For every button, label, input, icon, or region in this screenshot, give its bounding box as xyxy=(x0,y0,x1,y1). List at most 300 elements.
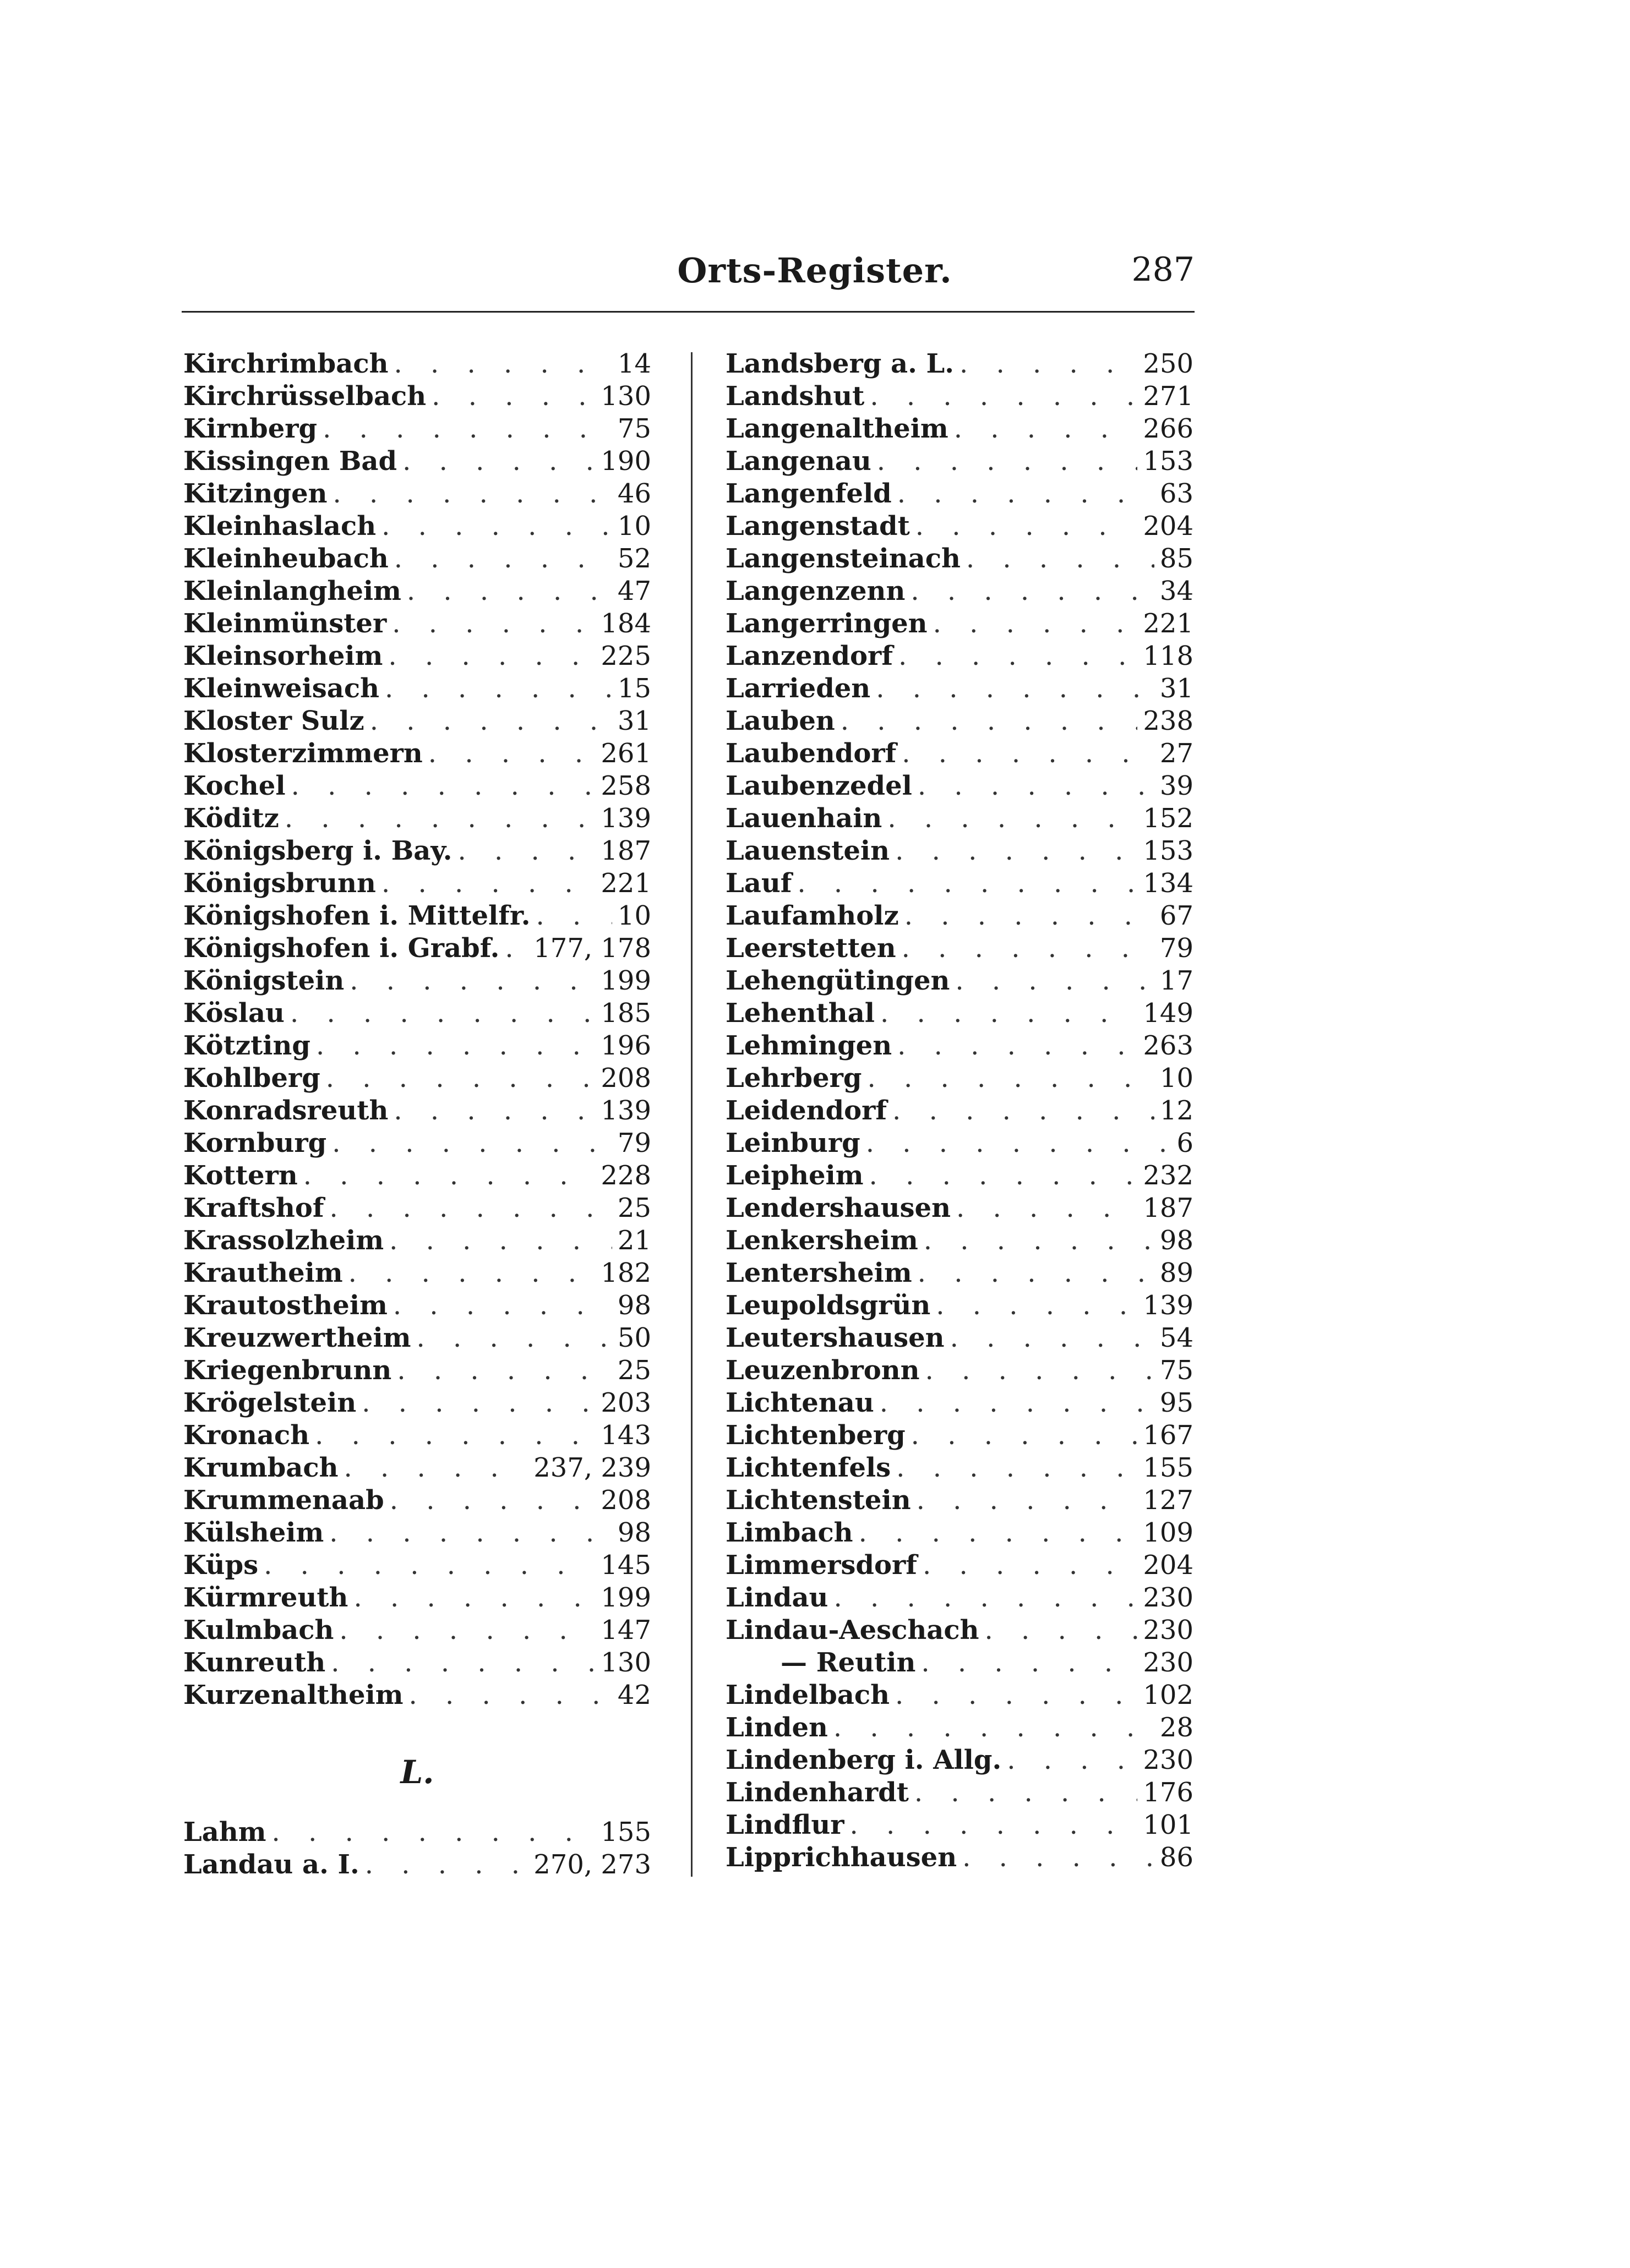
index-entry xyxy=(183,1679,651,1712)
dot-leader xyxy=(902,737,1154,770)
dot-leader xyxy=(797,867,1137,900)
dot-leader xyxy=(841,705,1138,737)
entry-place-name: Linden xyxy=(726,1712,828,1743)
index-entry xyxy=(726,997,1193,1030)
entry-page-reference: 98 xyxy=(1159,1225,1193,1256)
index-entry xyxy=(183,640,651,673)
index-entry xyxy=(183,770,651,802)
index-entry xyxy=(726,867,1193,900)
dot-leader xyxy=(902,932,1154,965)
entry-page-reference: 238 xyxy=(1143,706,1193,736)
entry-page-reference: 95 xyxy=(1159,1387,1193,1418)
entry-place-name: Kitzingen xyxy=(183,478,328,509)
entry-place-name: Lauf xyxy=(726,868,792,899)
index-entry xyxy=(726,1549,1193,1582)
entry-page-reference: 25 xyxy=(617,1355,651,1386)
entry-place-name: Kissingen Bad xyxy=(183,446,397,477)
entry-page-reference: 261 xyxy=(601,738,651,769)
dot-leader xyxy=(332,1127,612,1160)
entry-page-reference: 6 xyxy=(1176,1128,1193,1158)
dot-leader xyxy=(917,1484,1138,1517)
entry-page-reference: 204 xyxy=(1143,511,1193,542)
dot-leader xyxy=(409,1679,612,1712)
entry-place-name: Kottern xyxy=(183,1160,298,1191)
entry-place-name: Langenzenn xyxy=(726,576,906,606)
index-entry xyxy=(183,543,651,575)
index-entry xyxy=(183,1816,651,1849)
dot-leader xyxy=(950,1322,1154,1354)
dot-leader xyxy=(333,478,612,510)
entry-page-reference: 221 xyxy=(601,868,651,899)
index-entry xyxy=(726,1484,1193,1517)
index-entry xyxy=(183,348,651,380)
entry-place-name: Lindenhardt xyxy=(726,1777,909,1808)
dot-leader xyxy=(954,413,1138,445)
dot-leader xyxy=(315,1419,595,1452)
index-entry xyxy=(726,1614,1193,1647)
entry-place-name: Lichtenberg xyxy=(726,1420,906,1451)
dot-leader xyxy=(923,1549,1137,1582)
index-entry xyxy=(183,510,651,543)
dot-leader xyxy=(397,1354,612,1387)
section-heading-l: L. xyxy=(400,1753,434,1791)
dot-leader xyxy=(393,1289,612,1322)
entry-page-reference: 182 xyxy=(601,1258,651,1288)
index-entry xyxy=(726,835,1193,867)
entry-page-reference: 101 xyxy=(1143,1810,1193,1840)
entry-place-name: Kochel xyxy=(183,770,286,801)
index-entry xyxy=(726,1257,1193,1289)
entry-page-reference: 130 xyxy=(601,1647,651,1678)
entry-page-reference: 266 xyxy=(1143,413,1193,444)
dot-leader xyxy=(962,1841,1154,1874)
entry-page-reference: 98 xyxy=(617,1290,651,1321)
entry-place-name: Larrieden xyxy=(726,673,871,704)
index-entry xyxy=(726,510,1193,543)
entry-place-name: Leipheim xyxy=(726,1160,864,1191)
index-entry xyxy=(183,932,651,965)
entry-place-name: Leupoldsgrün xyxy=(726,1290,931,1321)
entry-place-name: Konradsreuth xyxy=(183,1095,389,1126)
dot-leader xyxy=(876,673,1154,705)
entry-place-name: Kurzenaltheim xyxy=(183,1680,404,1710)
index-entry xyxy=(183,1354,651,1387)
entry-page-reference: 139 xyxy=(601,1095,651,1126)
entry-page-reference: 10 xyxy=(1159,1063,1193,1094)
index-entry xyxy=(183,737,651,770)
entry-place-name: Kirchrüsselbach xyxy=(183,381,427,412)
entry-page-reference: 17 xyxy=(1159,965,1193,996)
index-entry xyxy=(726,1517,1193,1549)
entry-place-name: Lindelbach xyxy=(726,1680,890,1710)
entry-page-reference: 14 xyxy=(617,348,651,379)
index-entry xyxy=(183,1030,651,1062)
dot-leader xyxy=(344,1452,528,1484)
entry-place-name: Langenfeld xyxy=(726,478,892,509)
index-entry xyxy=(726,1777,1193,1809)
index-entry xyxy=(726,413,1193,445)
entry-page-reference: 39 xyxy=(1159,770,1193,801)
dot-leader xyxy=(933,608,1138,640)
index-entry xyxy=(726,1679,1193,1712)
index-entry xyxy=(726,1809,1193,1841)
dot-leader xyxy=(850,1809,1138,1841)
entry-place-name: Langensteinach xyxy=(726,543,961,574)
index-entry xyxy=(183,1582,651,1614)
entry-page-reference: 54 xyxy=(1159,1322,1193,1353)
entry-page-reference: 47 xyxy=(617,576,651,606)
entry-place-name: Lipprichhausen xyxy=(726,1842,957,1873)
index-entry xyxy=(726,478,1193,510)
entry-place-name: Kriegenbrunn xyxy=(183,1355,392,1386)
index-entry xyxy=(726,1095,1193,1127)
index-entry xyxy=(183,1225,651,1257)
entry-place-name: Kürmreuth xyxy=(183,1582,348,1613)
entry-place-name: Lehmingen xyxy=(726,1030,892,1061)
dot-leader xyxy=(877,445,1138,478)
index-entry xyxy=(726,1354,1193,1387)
dot-leader xyxy=(887,802,1137,835)
index-entry xyxy=(726,770,1193,802)
entry-place-name: Lichtenau xyxy=(726,1387,874,1418)
entry-page-reference: 79 xyxy=(617,1128,651,1158)
index-entry xyxy=(726,1192,1193,1225)
entry-place-name: Lichtenstein xyxy=(726,1485,911,1516)
entry-place-name: Lindau-Aeschach xyxy=(726,1615,979,1646)
dot-leader xyxy=(326,1062,596,1095)
entry-place-name: Klosterzimmern xyxy=(183,738,423,769)
index-entry xyxy=(726,348,1193,380)
entry-page-reference: 184 xyxy=(601,608,651,639)
dot-leader xyxy=(895,835,1137,867)
dot-leader xyxy=(285,802,595,835)
entry-place-name: Külsheim xyxy=(183,1517,324,1548)
entry-place-name: Langenaltheim xyxy=(726,413,948,444)
entry-place-name: Kulmbach xyxy=(183,1615,334,1646)
dot-leader xyxy=(350,965,595,997)
entry-page-reference: 203 xyxy=(601,1387,651,1418)
column-divider xyxy=(691,352,693,1877)
entry-page-reference: 187 xyxy=(601,835,651,866)
index-entry xyxy=(183,1549,651,1582)
entry-page-reference: 147 xyxy=(601,1615,651,1646)
index-entry xyxy=(183,1387,651,1419)
entry-page-reference: 155 xyxy=(1143,1452,1193,1483)
index-entry xyxy=(183,673,651,705)
entry-place-name: Lichtenfels xyxy=(726,1452,891,1483)
index-entry xyxy=(726,1452,1193,1484)
dot-leader xyxy=(895,1679,1137,1712)
entry-page-reference: 208 xyxy=(601,1485,651,1516)
dot-leader xyxy=(457,835,595,867)
dot-leader xyxy=(924,1225,1154,1257)
dot-leader xyxy=(966,543,1154,575)
index-entry xyxy=(183,835,651,867)
dot-leader xyxy=(985,1614,1138,1647)
dot-leader xyxy=(1007,1744,1137,1777)
dot-leader xyxy=(432,380,595,413)
page-number: 287 xyxy=(1131,250,1195,289)
index-entry xyxy=(726,1322,1193,1354)
entry-page-reference: 98 xyxy=(617,1517,651,1548)
entry-place-name: Kleinhaslach xyxy=(183,511,377,542)
entry-page-reference: 199 xyxy=(601,965,651,996)
dot-leader xyxy=(370,705,612,737)
entry-page-reference: 149 xyxy=(1143,998,1193,1029)
entry-place-name: Lindflur xyxy=(726,1810,844,1840)
entry-page-reference: 230 xyxy=(1143,1615,1193,1646)
index-entry xyxy=(183,1192,651,1225)
dot-leader xyxy=(394,1095,595,1127)
entry-place-name: Krassolzheim xyxy=(183,1225,384,1256)
entry-place-name: Kreuzwertheim xyxy=(183,1322,411,1353)
dot-leader xyxy=(904,900,1154,932)
entry-page-reference: 250 xyxy=(1143,348,1193,379)
index-entry xyxy=(726,1289,1193,1322)
index-entry xyxy=(183,1484,651,1517)
index-entry xyxy=(726,1062,1193,1095)
entry-place-name: Köditz xyxy=(183,803,279,834)
entry-page-reference: 102 xyxy=(1143,1680,1193,1710)
index-entry xyxy=(726,575,1193,608)
entry-page-reference: 25 xyxy=(617,1193,651,1223)
entry-page-reference: 199 xyxy=(601,1582,651,1613)
index-entry xyxy=(183,445,651,478)
dot-leader xyxy=(394,348,612,380)
entry-page-reference: 127 xyxy=(1143,1485,1193,1516)
dot-leader xyxy=(330,1192,612,1225)
entry-page-reference: 153 xyxy=(1143,835,1193,866)
dot-leader xyxy=(914,1777,1137,1809)
entry-place-name: Lenkersheim xyxy=(726,1225,918,1256)
entry-page-reference: 221 xyxy=(1143,608,1193,639)
index-entry xyxy=(726,1225,1193,1257)
index-entry xyxy=(726,1841,1193,1874)
dot-leader xyxy=(407,575,612,608)
dot-leader xyxy=(536,900,612,932)
entry-place-name: Landsberg a. L. xyxy=(726,348,954,379)
entry-place-name: Kleinheubach xyxy=(183,543,389,574)
entry-place-name: Leerstetten xyxy=(726,933,896,964)
index-entry xyxy=(726,802,1193,835)
index-entry xyxy=(183,1127,651,1160)
index-entry xyxy=(183,867,651,900)
dot-leader xyxy=(918,770,1154,802)
dot-leader xyxy=(870,380,1137,413)
entry-place-name: Kunreuth xyxy=(183,1647,326,1678)
entry-page-reference: 15 xyxy=(617,673,651,704)
entry-page-reference: 237, 239 xyxy=(533,1452,651,1483)
entry-page-reference: 190 xyxy=(601,446,651,477)
index-entry xyxy=(183,608,651,640)
index-entry xyxy=(183,1419,651,1452)
entry-place-name: Köslau xyxy=(183,998,285,1029)
index-column-right xyxy=(726,348,1193,1874)
dot-leader xyxy=(303,1160,596,1192)
entry-page-reference: 228 xyxy=(601,1160,651,1191)
entry-place-name: Kleinweisach xyxy=(183,673,379,704)
dot-leader xyxy=(896,1452,1137,1484)
entry-place-name: Krautheim xyxy=(183,1258,343,1288)
entry-place-name: Krögelstein xyxy=(183,1387,357,1418)
entry-page-reference: 230 xyxy=(1143,1582,1193,1613)
dot-leader xyxy=(348,1257,596,1289)
entry-page-reference: 271 xyxy=(1143,381,1193,412)
entry-page-reference: 46 xyxy=(617,478,651,509)
index-entry xyxy=(726,1744,1193,1777)
entry-page-reference: 230 xyxy=(1143,1745,1193,1775)
entry-page-reference: 196 xyxy=(601,1030,651,1061)
entry-place-name: Kirchrimbach xyxy=(183,348,389,379)
entry-page-reference: 67 xyxy=(1159,900,1193,931)
dot-leader xyxy=(290,997,595,1030)
dot-leader xyxy=(323,413,612,445)
index-entry xyxy=(183,1614,651,1647)
dot-leader xyxy=(272,1816,596,1849)
index-entry xyxy=(183,478,651,510)
index-entry xyxy=(726,543,1193,575)
entry-place-name: Königshofen i. Grabf. xyxy=(183,933,500,964)
index-entry xyxy=(726,1419,1193,1452)
dot-leader xyxy=(867,1062,1154,1095)
index-entry xyxy=(726,1712,1193,1744)
entry-place-name: Kloster Sulz xyxy=(183,706,364,736)
index-entry xyxy=(183,705,651,737)
entry-page-reference: 225 xyxy=(601,641,651,671)
dot-leader xyxy=(918,1257,1154,1289)
entry-place-name: Lahm xyxy=(183,1817,266,1848)
entry-page-reference: 89 xyxy=(1159,1258,1193,1288)
entry-place-name: Lindau xyxy=(726,1582,828,1613)
entry-place-name: Lehenthal xyxy=(726,998,875,1029)
dot-leader xyxy=(385,673,612,705)
index-entry xyxy=(183,1160,651,1192)
entry-place-name: Laufamholz xyxy=(726,900,899,931)
entry-page-reference: 187 xyxy=(1143,1193,1193,1223)
entry-page-reference: 185 xyxy=(601,998,651,1029)
index-entry xyxy=(726,900,1193,932)
entry-place-name: Lehengütingen xyxy=(726,965,950,996)
dot-leader xyxy=(925,1354,1154,1387)
index-entry xyxy=(726,445,1193,478)
entry-place-name: Lentersheim xyxy=(726,1258,912,1288)
dot-leader xyxy=(392,608,595,640)
entry-page-reference: 270, 273 xyxy=(533,1849,651,1880)
entry-place-name: Kleinlangheim xyxy=(183,576,401,606)
index-entry xyxy=(183,900,651,932)
index-entry xyxy=(183,1322,651,1354)
entry-page-reference: 139 xyxy=(601,803,651,834)
dot-leader xyxy=(833,1712,1154,1744)
entry-page-reference: 176 xyxy=(1143,1777,1193,1808)
entry-place-name: Kleinsorheim xyxy=(183,641,383,671)
entry-page-reference: 230 xyxy=(1143,1647,1193,1678)
entry-page-reference: 86 xyxy=(1159,1842,1193,1873)
entry-place-name: Langerringen xyxy=(726,608,928,639)
dot-leader xyxy=(921,1647,1137,1679)
index-entry xyxy=(726,737,1193,770)
index-entry xyxy=(183,575,651,608)
dot-leader xyxy=(880,997,1137,1030)
entry-place-name: Krautostheim xyxy=(183,1290,388,1321)
entry-place-name: Leutershausen xyxy=(726,1322,945,1353)
entry-place-name: Lehrberg xyxy=(726,1063,862,1094)
dot-leader xyxy=(381,510,612,543)
index-entry xyxy=(183,1062,651,1095)
entry-place-name: Krummenaab xyxy=(183,1485,384,1516)
index-entry xyxy=(726,1647,1193,1679)
entry-page-reference: 204 xyxy=(1143,1550,1193,1581)
index-entry xyxy=(183,1517,651,1549)
entry-page-reference: 134 xyxy=(1143,868,1193,899)
dot-leader xyxy=(911,1419,1138,1452)
entry-place-name: Leidendorf xyxy=(726,1095,887,1126)
entry-page-reference: 152 xyxy=(1143,803,1193,834)
dot-leader xyxy=(264,1549,595,1582)
entry-page-reference: 50 xyxy=(617,1322,651,1353)
dot-leader xyxy=(833,1582,1137,1614)
entry-page-reference: 27 xyxy=(1159,738,1193,769)
entry-place-name: Kronach xyxy=(183,1420,310,1451)
dot-leader xyxy=(911,575,1154,608)
entry-place-name: Laubendorf xyxy=(726,738,897,769)
entry-place-name: Leuzenbronn xyxy=(726,1355,920,1386)
dot-leader xyxy=(897,1030,1137,1062)
entry-place-name: Lauben xyxy=(726,706,835,736)
entry-page-reference: 177, 178 xyxy=(533,933,651,964)
entry-place-name: Kirnberg xyxy=(183,413,318,444)
entry-place-name: Königshofen i. Mittelfr. xyxy=(183,900,531,931)
dot-leader xyxy=(859,1517,1138,1549)
entry-page-reference: 31 xyxy=(617,706,651,736)
dot-leader xyxy=(388,640,595,673)
dot-leader xyxy=(353,1582,595,1614)
entry-page-reference: 79 xyxy=(1159,933,1193,964)
entry-place-name: Kohlberg xyxy=(183,1063,320,1094)
entry-page-reference: 130 xyxy=(601,381,651,412)
dot-leader xyxy=(331,1647,595,1679)
index-entry xyxy=(726,965,1193,997)
entry-place-name: Leinburg xyxy=(726,1128,860,1158)
dot-leader xyxy=(394,543,612,575)
index-entry xyxy=(726,1160,1193,1192)
dot-leader xyxy=(505,932,528,965)
entry-page-reference: 52 xyxy=(617,543,651,574)
entry-place-name: Lauenstein xyxy=(726,835,890,866)
dot-leader xyxy=(892,1095,1154,1127)
entry-page-reference: 75 xyxy=(617,413,651,444)
dot-leader xyxy=(880,1387,1154,1419)
index-entry xyxy=(183,1647,651,1679)
dot-leader xyxy=(381,867,595,900)
entry-page-reference: 145 xyxy=(601,1550,651,1581)
index-entry xyxy=(183,997,651,1030)
entry-place-name: Krumbach xyxy=(183,1452,339,1483)
index-entry xyxy=(726,608,1193,640)
entry-place-name: Kraftshof xyxy=(183,1193,324,1223)
entry-page-reference: 143 xyxy=(601,1420,651,1451)
entry-place-name: Landshut xyxy=(726,381,865,412)
dot-leader xyxy=(402,445,595,478)
entry-page-reference: 85 xyxy=(1159,543,1193,574)
dot-leader xyxy=(416,1322,612,1354)
dot-leader xyxy=(362,1387,595,1419)
dot-leader xyxy=(915,510,1138,543)
dot-leader xyxy=(428,737,596,770)
entry-page-reference: 109 xyxy=(1143,1517,1193,1548)
dot-leader xyxy=(955,965,1154,997)
dot-leader xyxy=(291,770,596,802)
